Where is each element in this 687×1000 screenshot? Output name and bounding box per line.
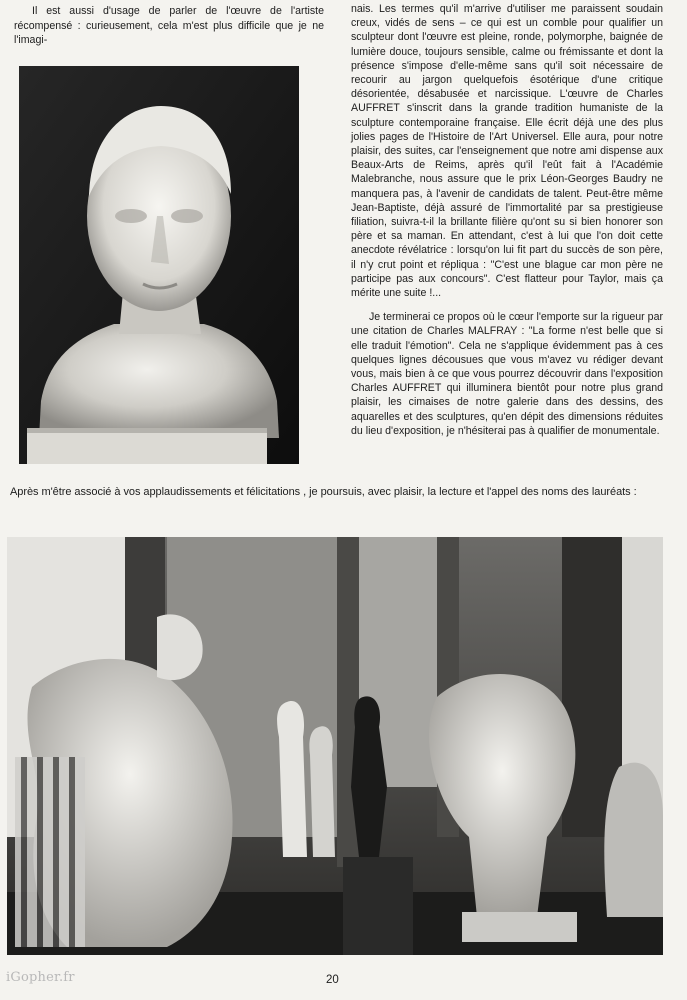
studio-photograph bbox=[7, 537, 663, 955]
right-paragraph-1: nais. Les termes qu'il m'arrive d'utiliser me paraissent soudain creux, vidés de sens – ce qui est un comble pour qualifier un sculpteur dont l'œuvre est pleine, ronde, polymorphe, baignée de lumière douce, toujours sensible, calme ou frémissante et dont la présence s'impose d'elle-même sans qu'il soit nécessaire de recourir au jargon quelquefois ésotérique d'une critique désorientée, désabusée et narcissique. L'œuvre de Charles AUFFRET s'inscrit dans la grande tradition humaniste de la sculpture contemporaine française. Elle écrit déjà une des plus jolies pages de l'Histoire de l'Art Universel. Elle aura, pour notre plaisir, des suites, car l'enseignement que notre ami dispense aux Beaux-Arts de Reims, après qu'il l'eût fait à l'Académie Malebranche, nous assure que le prix Léon-Georges Baudry ne manquera pas, à l'avenir de candidats de talent. Peut-être même Jean-Baptiste, déjà assuré de l'immortalité par sa prestigieuse filiation, suivra-t-il la brillante filière qu'ont su si bien honorer son père et sa maman. En attendant, c'est à lui que l'on doit cette anecdote révélatrice : lorsqu'on lui fit part du succès de son père, il n'y crut point et répliqua : "C'est une blague car mon père ne participe pas aux concours". C'est flatteur pour Taylor, mais ça mérite une suite !... bbox=[351, 3, 663, 300]
bust-photograph bbox=[19, 66, 299, 464]
watermark-logo: iGopher.fr bbox=[6, 970, 75, 985]
right-paragraph-2: Je terminerai ce propos où le cœur l'emporte sur la rigueur par une citation de Charles MALFRAY : "La forme n'est belle que si elle traduit l'émotion". Cela ne s'applique évidemment pas à ces quelques lignes décousues que vous m'avez vu rédiger devant vous, mais bien à ce que vous pourrez découvrir dans l'exposition Charles AUFFRET qui illuminera bientôt pour notre plus grand plaisir, les cimaises de notre galerie dans des dessins, des aquarelles et des sculptures, qu'en dépit des dimensions réduites du lieu d'exposition, je n'hésiterai pas à qualifier de monumentale. bbox=[351, 311, 663, 437]
page-number: 20 bbox=[326, 974, 339, 986]
intro-paragraph: Il est aussi d'usage de parler de l'œuvre de l'artiste récompensé : curieusement, cela m'est plus difficile que je ne l'imagi- bbox=[14, 5, 324, 47]
right-column bbox=[351, 2, 663, 438]
laureates-lead-line: Après m'être associé à vos applaudissements et félicitations , je poursuis, avec plaisir, la lecture et l'appel des noms des lauréats : bbox=[10, 486, 637, 498]
